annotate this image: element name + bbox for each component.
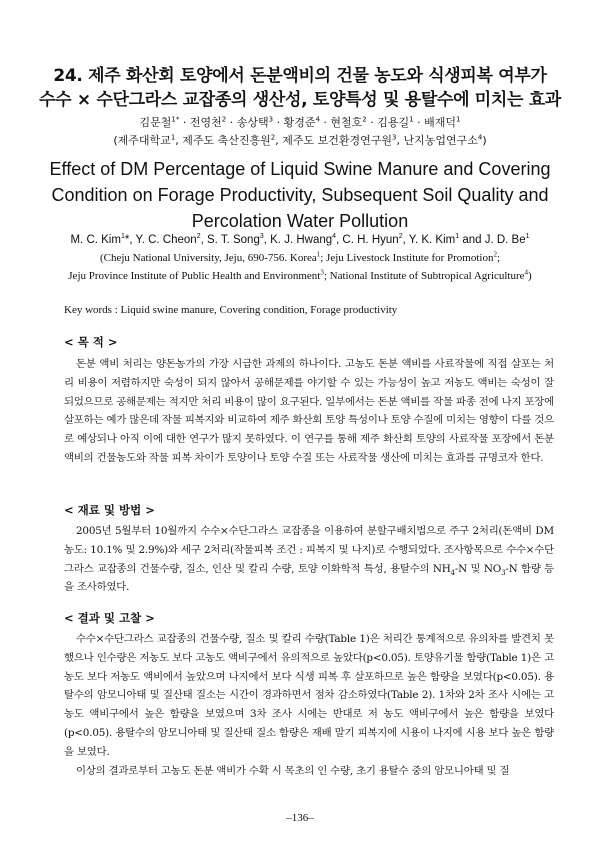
author-name: · 황경준 — [273, 116, 316, 129]
author-affiliation-mark: 1 — [455, 233, 460, 241]
affiliation-mark: 1 — [170, 133, 176, 142]
affiliation: ; Jeju Livestock Institute for Promotion — [320, 252, 494, 264]
author-affiliation-mark: 1 — [525, 233, 530, 241]
section-heading-results: < 결과 및 고찰 > — [64, 611, 155, 625]
affiliation-mark: 2 — [493, 250, 497, 259]
korean-title-line-1: 24. 제주 화산회 토양에서 돈분액비의 건물 농도와 식생피복 여부가 — [53, 66, 547, 86]
section-body-purpose: 돈분 액비 처리는 양돈농가의 가장 시급한 과제의 하나이다. 고농도 돈분 액비를 사료작물에 직접 살포는 처리 비용이 저렴하지만 숙성이 되지 않아서 공해문제를 야기할 수 있는 가능성이 높고 저농도 액비는 숙성이 잘 되었으므로 공해문제는 적지만 처리 비용이 많이 요구된다. 일부에서는 돈분 액비를 작물 파종 전에 나지 포장에 살포하는 예가 많은데 작물 피복지와 비교하여 제주 화산회 토양 특성이나 토양 수질에 미치는 영향이 다를 것으로 예상되나 아직 이에 대한 연구가 많지 못하였다. 이 연구를 통해 제주 화산회 토양의 사료작물 포장에서 돈분 액비의 건물농도와 작물 피복 차이가 토양이나 토양 수질 또는 사료작물 생산에 미치는 효과를 규명코자 한다. — [64, 358, 554, 464]
author-affiliation-mark: 2 — [196, 233, 201, 241]
author-name: *, Y. C. Cheon — [124, 234, 197, 246]
author-affiliation-mark: 1 — [120, 233, 125, 241]
affiliation-mark: 4 — [477, 133, 483, 142]
author-affiliation-mark: 1 — [409, 115, 414, 124]
affiliation-mark: 3 — [392, 133, 397, 142]
subscript: 4 — [450, 568, 455, 577]
keywords: Key words : Liquid swine manure, Covering condition, Forage productivity — [64, 304, 398, 316]
author-affiliation-mark: 4 — [332, 233, 337, 241]
author-name: · 송상택 — [226, 116, 269, 129]
affiliation: Jeju Province Institute of Public Health and Environment — [68, 270, 321, 282]
author-name: , K. J. Hwang — [263, 234, 333, 246]
author-name: 김문철 — [139, 116, 172, 129]
affiliation: , 난지농업연구소 — [396, 134, 478, 147]
methods-text: -N 및 NO — [454, 562, 502, 575]
affiliation: (제주대학교 — [113, 134, 171, 147]
author-affiliation-mark: 4 — [315, 115, 320, 124]
affiliation: (Cheju National University, Jeju, 690-756. Korea — [99, 252, 317, 264]
page-number: –136– — [286, 812, 314, 824]
subscript: 3 — [501, 568, 506, 577]
affiliation: , 제주도 보건환경연구원 — [275, 134, 392, 147]
section-body-results-continued: 이상의 결과로부터 고농도 돈분 액비가 수확 시 목초의 인 수량, 초기 용탈수 중의 암모니아태 및 질 — [76, 765, 510, 777]
author-affiliation-mark: 2 — [362, 115, 367, 124]
korean-title — [20, 64, 580, 112]
author-name: · 현철호 — [319, 116, 363, 129]
english-title-line-3: Percolation Water Pollution — [191, 211, 409, 231]
section-body-methods — [64, 522, 554, 597]
english-title — [20, 156, 580, 234]
affiliation-separator: ; — [496, 252, 501, 264]
section-body-results: 수수×수단그라스 교잡종의 건물수량, 질소 및 칼리 수량(Table 1)은 처리간 통계적으로 유의차를 발견치 못 했으나 인수량은 저농도 보다 고농도 액비구에서 유의적으로 높았다(p<0.05). 토양유기물 함량(Table 1)은 고농도 보다 저농도 액비에서 높았으며 나지에서 보다 식생 피복 후 살포하므로 높은 함량을 보였다(p<0.05). 용탈수의 암모니아태 및 질산태 질소는 시간이 경과하면서 점차 감소하였다(Table 2). 1차와 2차 조사 시에는 고농도 액비구에서 높은 함량을 보였으며 3차 조사 시에는 반대로 저 농도 액비구에서 높은 함량을 보였다(p<0.05). 용탈수의 암모니아태 및 질산태 질소 함량은 재배 말기 피복지에 시용이 나지에 시용 보다 높은 함량을 보였다. — [64, 633, 554, 758]
author-affiliation-mark: 2 — [221, 115, 227, 124]
author-affiliation-mark: 1 — [455, 115, 461, 124]
affiliation-mark: 4 — [524, 268, 529, 277]
author-name: , Y. K. Kim — [402, 234, 456, 246]
author-name: and J. D. Be — [459, 234, 526, 246]
english-affiliations-line-2 — [20, 268, 580, 285]
affiliation-mark: 2 — [270, 133, 276, 142]
author-affiliation-mark: 1* — [171, 115, 180, 124]
methods-text: 2005년 5월부터 10월까지 수수×수단그라스 교잡종을 이용하여 분할구배치법으로 주구 2처리(돈액비 DM 농도: 10.1% 및 2.9%)와 세구 2처리(작물피복 조건 : 피복지 및 나지)로 수행되었다. 조사항목으로 수수×수단그라스 교잡종의 건물수량, 질소, 인산 및 칼리 수량, 토양 이화학적 특성, 용탈수의 NH — [64, 525, 554, 575]
author-name: · 전영천 — [179, 116, 222, 129]
english-affiliations-line-1 — [20, 250, 580, 267]
author-name: , S. T. Song — [200, 234, 260, 246]
author-affiliation-mark: 3 — [259, 233, 264, 241]
affiliation-close: ) — [528, 270, 532, 282]
section-heading-methods: < 재료 및 방법 > — [64, 503, 155, 517]
author-name: · 배재덕 — [413, 116, 456, 129]
korean-title-line-2: 수수 × 수단그라스 교잡종의 생산성, 토양특성 및 용탈수에 미치는 효과 — [38, 90, 562, 110]
korean-affiliations — [20, 133, 580, 149]
korean-authors — [20, 115, 580, 131]
affiliation: ; National Institute of Subtropical Agriculture — [323, 270, 525, 282]
author-name: , C. H. Hyun — [336, 234, 399, 246]
author-name: · 김용길 — [366, 116, 410, 129]
affiliation-mark: 1 — [316, 250, 321, 259]
affiliation-mark: 3 — [320, 268, 324, 277]
english-authors — [20, 232, 580, 249]
affiliation: , 제주도 축산진흥원 — [175, 134, 271, 147]
affiliation-close: ) — [482, 134, 487, 147]
english-title-line-1: Effect of DM Percentage of Liquid Swine Manure and Covering — [49, 159, 551, 179]
author-affiliation-mark: 3 — [268, 115, 274, 124]
author-affiliation-mark: 2 — [398, 233, 403, 241]
methods-text: -N 함량 등을 조사하였다. — [64, 562, 554, 594]
author-name: M. C. Kim — [70, 234, 121, 246]
english-title-line-2: Condition on Forage Productivity, Subsequent Soil Quality and — [51, 185, 549, 205]
section-heading-purpose: < 목 적 > — [64, 335, 118, 349]
